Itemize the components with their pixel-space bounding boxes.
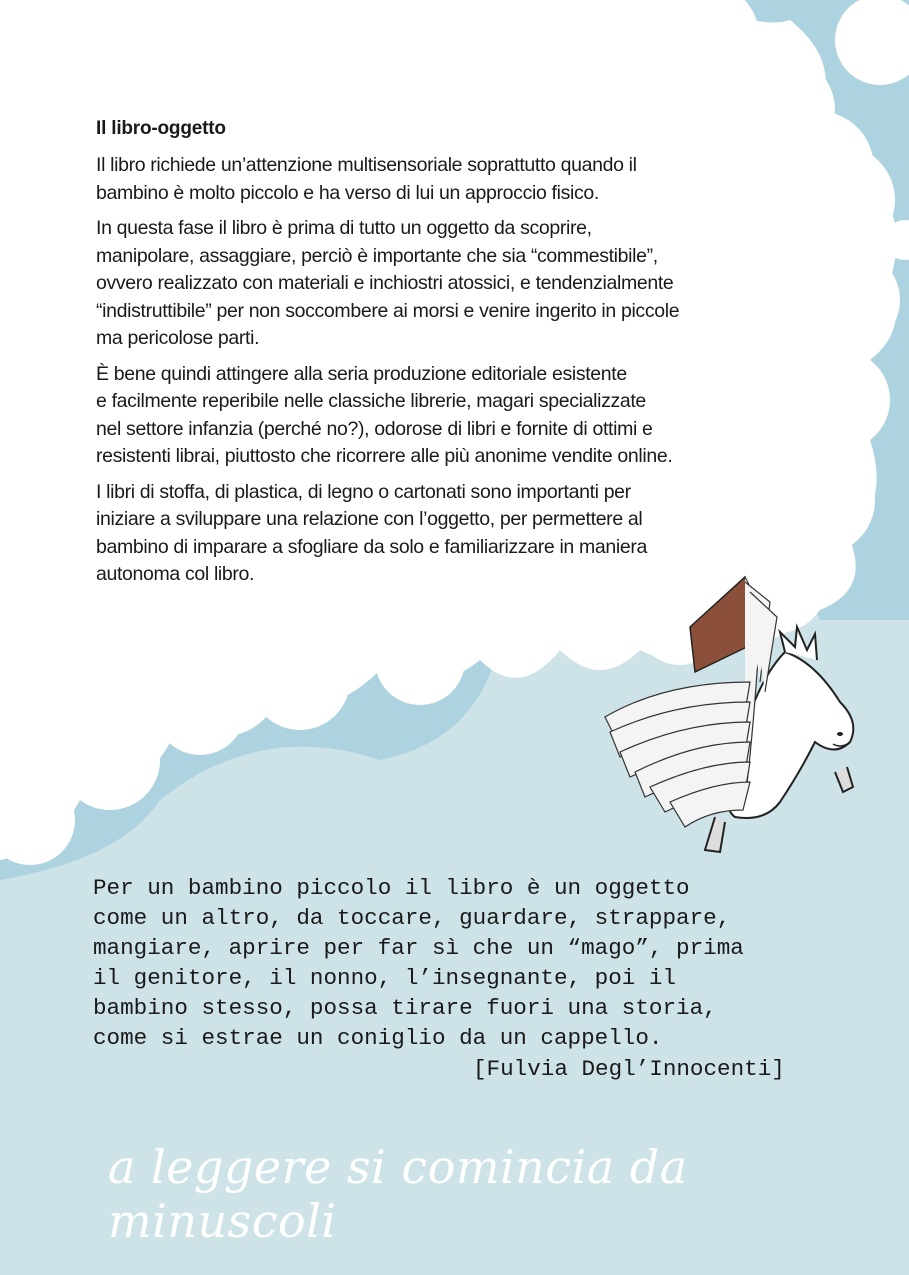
book-unicorn-illustration (585, 572, 865, 857)
quote-text: Per un bambino piccolo il libro è un oggetto come un altro, da toccare, guardare, strappare, mangiare, aprire per far sì che un “mago”, prima il genitore, il nonno, l’insegnante, poi il bambino stesso, possa tirare fuori una storia, come si estrae un coniglio da un cappello. (93, 875, 744, 1051)
paragraph-4: I libri di stoffa, di plastica, di legno o cartonati sono importanti per iniziare a sviluppare una relazione con l’oggetto, per permettere al bambino di imparare a sfogliare da solo e familiarizzare in maniera autonoma col libro. (96, 480, 647, 585)
article-title: Il libro-oggetto (96, 118, 226, 139)
paragraph-3: È bene quindi attingere alla seria produzione editoriale esistente e facilmente reperibile nelle classiche librerie, magari specializzate nel settore infanzia (perché no?), odorose di libri e fornite di ottimi e resistenti librai, piuttosto che ricorrere alle più anonime vendite online. (96, 362, 673, 467)
paragraph-2: In questa fase il libro è prima di tutto un oggetto da scoprire, manipolare, assaggiare, perciò è importante che sia “commestibile”, ovvero realizzato con materiali e inchiostri atossici, e tendenzialmente “indistruttibile” per non soccombere ai morsi e venire ingerito in piccole ma pericolose parti. (96, 217, 680, 349)
paragraph-1: Il libro richiede un’attenzione multisensoriale soprattutto quando il bambino è molto piccolo e ha verso di lui un approccio fisico. (96, 154, 637, 204)
article-body (96, 118, 796, 597)
quote-author: [Fulvia Degl’Innocenti] (473, 1056, 785, 1082)
handwritten-tagline: a leggere si comincia da minuscoli (108, 1140, 688, 1248)
